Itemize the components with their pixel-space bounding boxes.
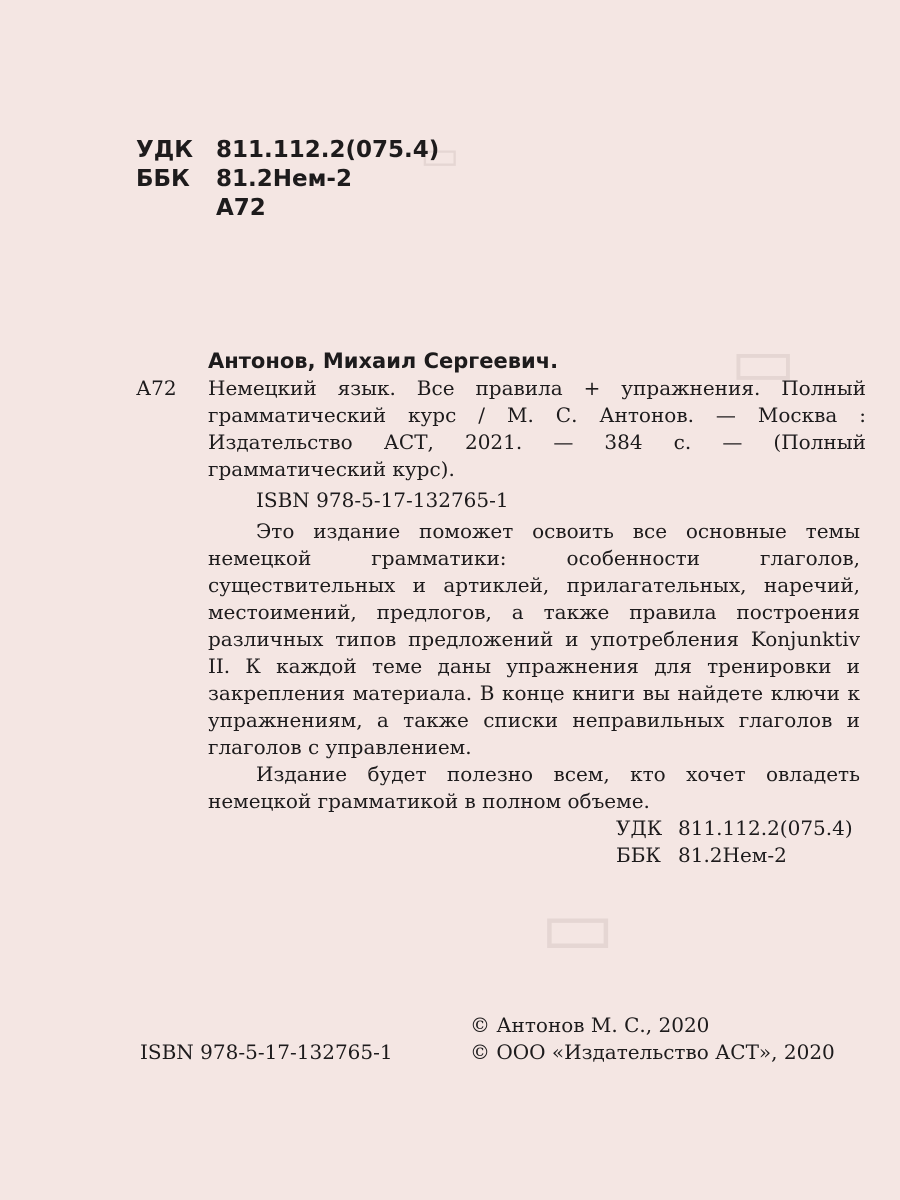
bleed-through-shape: ▭	[730, 320, 797, 402]
bleed-through-shape: ▭	[420, 130, 460, 179]
entry-row	[136, 375, 866, 483]
udk-row	[136, 136, 439, 165]
bleed-through-shape: ▭	[540, 880, 616, 973]
code-label: ББК	[616, 843, 661, 867]
author-mark-row	[136, 194, 439, 223]
copyright-block	[470, 1012, 835, 1066]
bibliographic-description: Немецкий язык. Все правила + упражнения. Полный грамматический курс / М. С. Антонов. — Москва : Издательство АСТ, 2021. — 384 с. — (Полный грамматический курс).	[208, 376, 866, 481]
annotation-codes	[616, 815, 860, 869]
udk-label: УДК	[136, 137, 194, 163]
udk-value: 811.112.2(075.4)	[216, 137, 440, 163]
annotation-paragraph: Это издание поможет освоить все основные темы немецкой грамматики: особенности глаголов, существительных и артиклей, прилагательных, наречий, местоимений, предлогов, а также правила построения различных типов предложений и употребления Konjunktiv II. К каждой теме даны упражнения для тренировки и закрепления материала. В конце книги вы найдете ключи к упражнениям, а также списки неправильных глаголов и глаголов с управлением.	[208, 519, 860, 759]
author-mark: А72	[136, 376, 177, 400]
copyright-publisher: © ООО «Издательство АСТ», 2020	[470, 1040, 835, 1064]
bbk-label: ББК	[136, 166, 190, 192]
code-value: 811.112.2(075.4)	[678, 816, 853, 840]
classification-block	[136, 136, 439, 223]
code-value: 81.2Нем-2	[678, 843, 787, 867]
bibliographic-entry	[136, 348, 866, 514]
author-heading: Антонов, Михаил Сергеевич.	[208, 349, 559, 373]
footer-isbn: ISBN 978-5-17-132765-1	[140, 1040, 393, 1064]
bbk-row	[136, 165, 439, 194]
annotation	[208, 518, 860, 869]
annotation-paragraph: Издание будет полезно всем, кто хочет овладеть немецкой грамматикой в полном объеме.	[208, 762, 860, 813]
code-row	[616, 815, 860, 842]
copyright-author: © Антонов М. С., 2020	[470, 1013, 710, 1037]
author-mark-label	[136, 194, 216, 223]
author-mark-value: А72	[216, 195, 266, 221]
bbk-value: 81.2Нем-2	[216, 166, 352, 192]
code-row	[616, 842, 860, 869]
code-label: УДК	[616, 816, 663, 840]
entry-isbn: ISBN 978-5-17-132765-1	[256, 488, 509, 512]
